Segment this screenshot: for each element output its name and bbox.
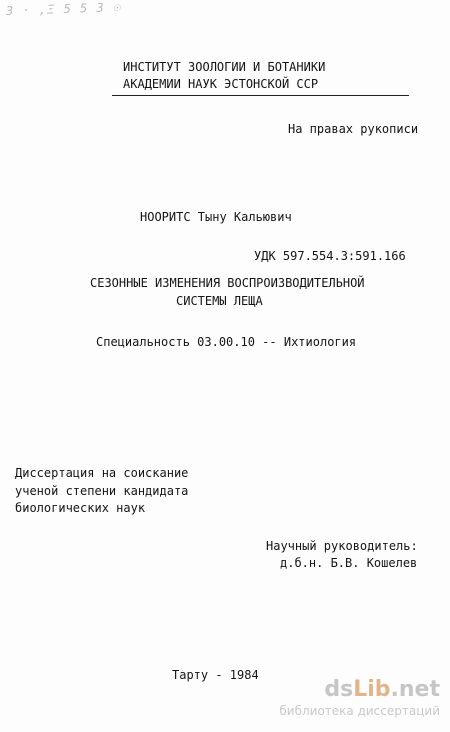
dissertation-line-3: биологических наук [15,501,146,515]
dslib-logo [279,678,440,702]
watermark-subtitle: библиотека диссертаций [279,704,440,718]
logo-net: .net [390,677,440,702]
city-year: Тарту - 1984 [172,668,259,682]
institute-line-2: АКАДЕМИИ НАУК ЭСТОНСКОЙ ССР [123,77,319,91]
institute-line-1: ИНСТИТУТ ЗООЛОГИИ И БОТАНИКИ [123,60,326,74]
dissertation-line-1: Диссертация на соискание [15,466,189,480]
author-name: НООРИТС Тыну Кальювич [140,210,292,224]
manuscript-note: На правах рукописи [288,122,419,136]
title-line-2: СИСТЕМЫ ЛЕЩА [176,294,263,308]
specialty: Специальность 03.00.10 -- Ихтиология [96,335,357,349]
supervisor-name: д.б.н. Б.В. Кошелев [280,556,418,570]
dissertation-line-2: ученой степени кандидата [15,484,189,498]
supervisor-label: Научный руководитель: [266,539,418,553]
dslib-watermark [279,678,440,718]
udc-code: УДК 597.554.3:591.166 [254,249,406,263]
logo-ds: ds [324,677,354,702]
library-stamp: 3 · ,Ξ 5 5 3 ☉ [5,0,122,19]
logo-lib: Lib [353,677,391,702]
header-rule [112,95,409,96]
title-line-1: СЕЗОННЫЕ ИЗМЕНЕНИЯ ВОСПРОИЗВОДИТЕЛЬНОЙ [90,276,365,290]
